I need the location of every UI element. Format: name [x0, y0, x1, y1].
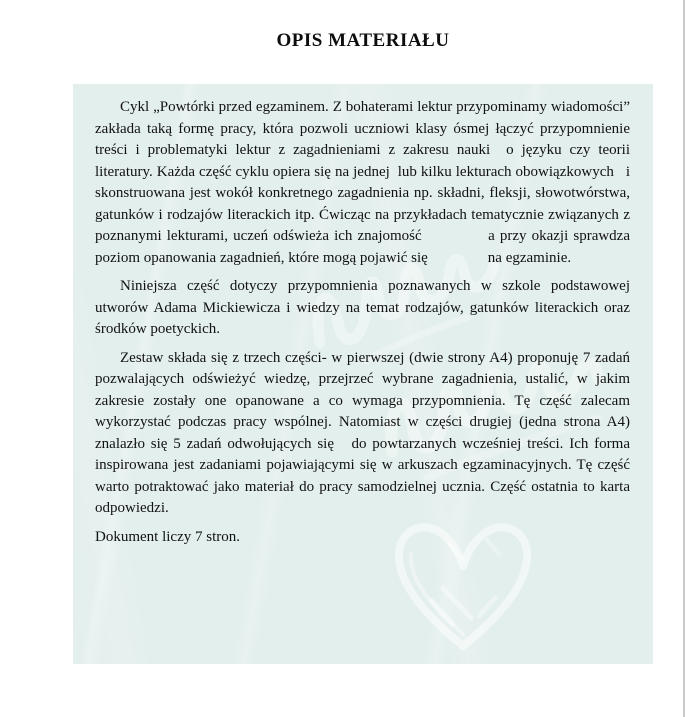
paragraph-intro: Cykl „Powtórki przed egzaminem. Z bohaterami lektur przypominamy wiadomości” zakłada taką formę pracy, która pozwoli uczniowi klasy ósmej łączyć przypomnienie treści i problematyki lektur z zagadnieniami z zakresu nauki o języku czy teorii literatury. Każda część cyklu opiera się na jednej lub kilku lekturach obowiązkowych i skonstruowana jest wokół konkretnego zagadnienia np. składni, fleksji, słowotwórstwa, gatunków i rodzajów literackich itp. Ćwicząc na przykładach tematycznie związanych z poznanymi lekturami, uczeń odświeża ich znajomość a przy okazji sprawdza poziom opanowania zagadnień, które mogą pojawić się na egzaminie. — [95, 99, 630, 266]
description-panel — [73, 84, 653, 664]
page-edge-divider — [683, 0, 685, 717]
page-title: OPIS MATERIAŁU — [276, 30, 450, 51]
paragraph-page-count: Dokument liczy 7 stron. — [95, 528, 240, 545]
description-text-block — [73, 84, 653, 555]
paragraph-scope: Niniejsza część dotyczy przypomnienia poznawanych w szkole podstawowej utworów Adama Mickiewicza i wiedzy na temat rodzajów, gatunków literackich oraz środków poetyckich. — [95, 278, 630, 337]
paragraph-structure: Zestaw składa się z trzech części- w pierwszej (dwie strony A4) proponuję 7 zadań pozwalających odświeżyć wiedzę, przejrzeć wybrane zagadnienia, ustalić, w jakim zakresie zostały one opanowane a co wymaga przypomnienia. Tę część zalecam wykorzystać podczas pracy wspólnej. Natomiast w części drugiej (jedna strona A4) znalazło się 5 zadań odwołujących się do powtarzanych wcześniej treści. Ich forma inspirowana jest zadaniami pojawiającymi się w arkuszach egzaminacyjnych. Tę część warto potraktować jako materiał do pracy samodzielnej ucznia. Część ostatnia to karta odpowiedzi. — [95, 349, 630, 516]
